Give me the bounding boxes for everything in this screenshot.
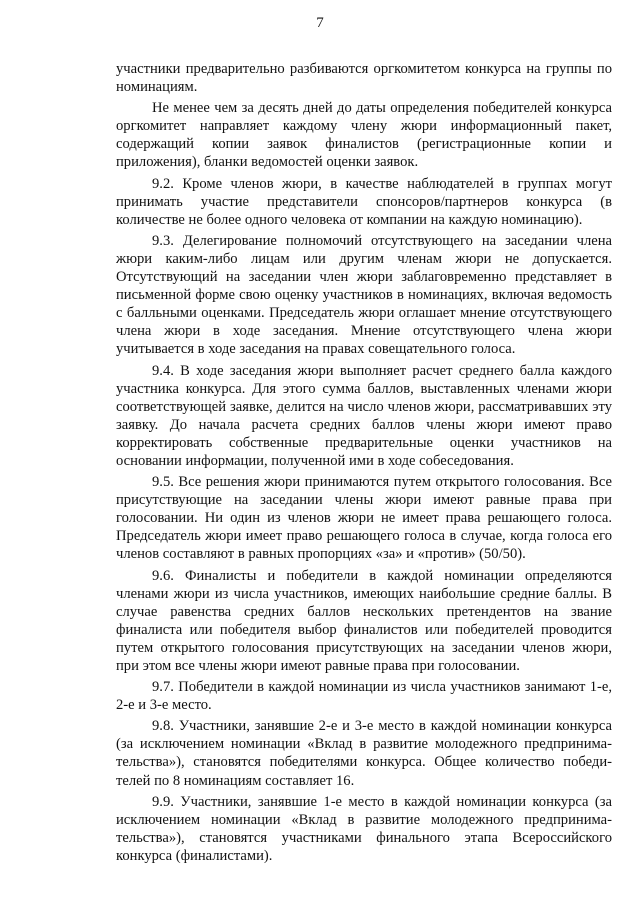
paragraph-9-9: 9.9. Участники, занявшие 1-е место в каждой номинации конкурса (за исключением номинации «Вклад в развитие молодежного предпринима-тельства»), становятся участниками финального этапа Всероссийского конкурса (финалистами).: [116, 793, 612, 864]
page-number: 7: [316, 15, 324, 31]
paragraph-9-4: 9.4. В ходе заседания жюри выполняет расчет среднего балла каждого участника конкурса. Для этого сумма баллов, выставленных членами жюри соответствующей заявке, делится на число членов жюри, рассматривавших эту заявку. До начала расчета средних баллов члены жюри имеют право корректировать собственные предварительные оценки участников на основании информации, полученной ими в ходе собеседования.: [116, 362, 612, 469]
paragraph-9-7: 9.7. Победители в каждой номинации из числа участников занимают 1-е, 2-е и 3-е место.: [116, 679, 612, 714]
paragraph-9-3: 9.3. Делегирование полномочий отсутствующего на заседании члена жюри каким-либо лицам или другим членам жюри не допускается. Отсутствующий на заседании член жюри заблаговременно представляет в письменной форме свою оценку участников в номинациях, включая ведомость с балльными оценками. Председатель жюри оглашает мнение отсутствующего члена жюри в ходе заседания. Мнение отсутствующего члена жюри учитывается в ходе заседания на правах совещательного голоса.: [116, 232, 612, 358]
paragraph-9-6: 9.6. Финалисты и победители в каждой номинации определяются членами жюри из числа участников, имеющих наибольшие средние баллы. В случае равенства средних баллов нескольких претендентов на звание финалиста или победителя выбор финалистов или победителей проводится путем открытого голосования присутствующих на заседании членов жюри, при этом все члены жюри имеют равные права при голосовании.: [116, 567, 612, 674]
paragraph-info-package: Не менее чем за десять дней до даты определения победителей конкурса оргкомитет направляет каждому члену жюри информационный пакет, содержащий копии заявок финалистов (регистрационные копии и приложения), бланки ведомостей оценки заявок.: [116, 100, 612, 171]
paragraph-9-2: 9.2. Кроме членов жюри, в качестве наблюдателей в группах могут принимать участие представители спонсоров/партнеров конкурса (в количестве не более одного человека от компании на каждую номинацию).: [116, 175, 612, 228]
paragraph-9-8: 9.8. Участники, занявшие 2-е и 3-е место в каждой номинации конкурса (за исключением номинации «Вклад в развитие молодежного предпринима-тельства»), становятся победителями конкурса. Общее количество победи-телей по 8 номинациям составляет 16.: [116, 718, 612, 789]
document-body: [116, 60, 612, 865]
paragraph-9-5: 9.5. Все решения жюри принимаются путем открытого голосования. Все присутствующие на заседании члены жюри имеют равные права при голосовании. Ни один из членов жюри не имеет права решающего голоса. Председатель жюри имеет право решающего голоса в случае, когда голоса его членов составляют в равных пропорциях «за» и «против» (50/50).: [116, 474, 612, 563]
paragraph-continuation: участники предварительно разбиваются оргкомитетом конкурса на группы по номинациям.: [116, 61, 612, 96]
